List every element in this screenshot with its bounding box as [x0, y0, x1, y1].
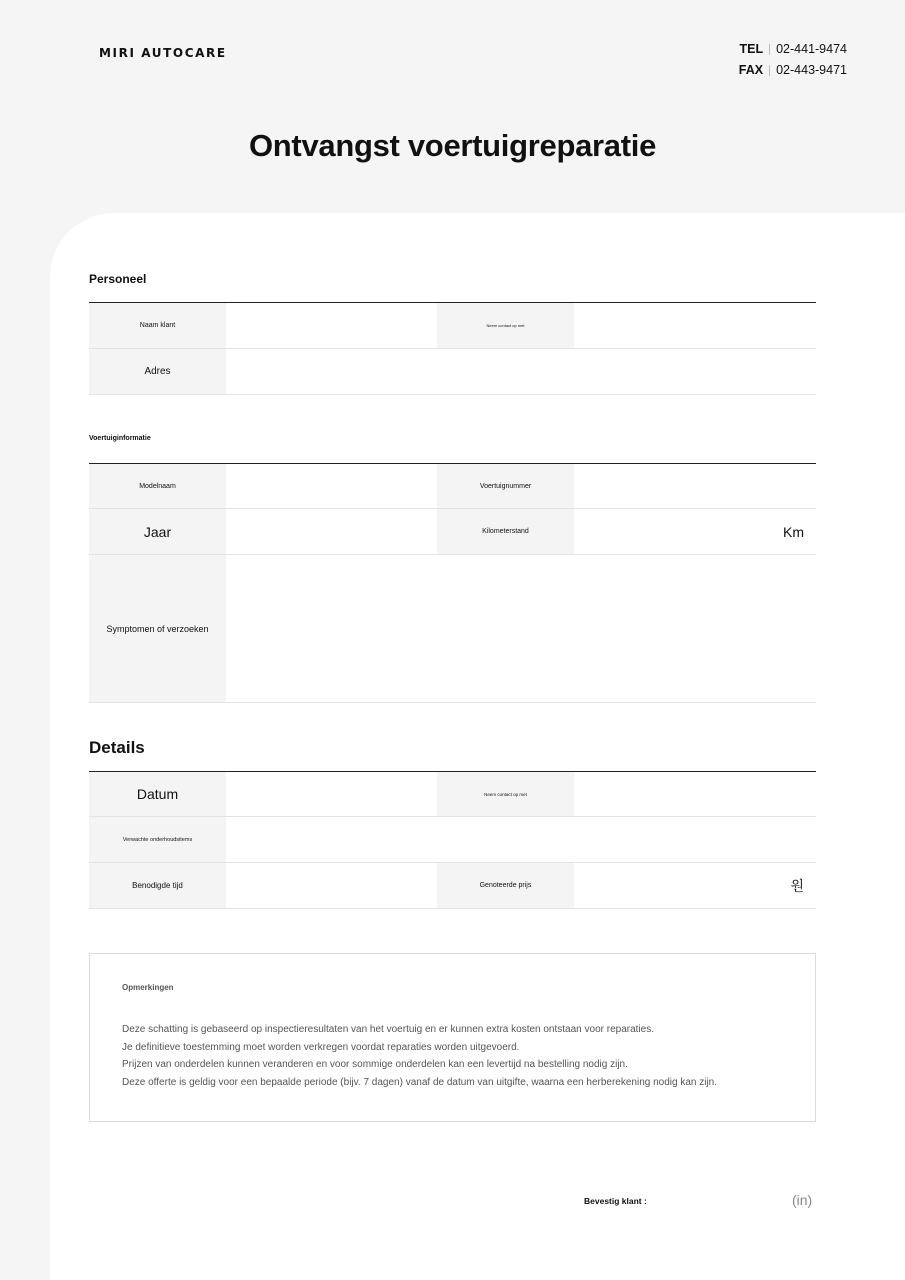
customer-name-label: Naam klant	[89, 303, 226, 348]
contact-field[interactable]	[574, 303, 816, 348]
remark-line: Je definitieve toestemming moet worden verkregen voordat reparaties worden uitgevoerd.	[122, 1041, 520, 1053]
price-label: Genoteerde prijs	[437, 863, 574, 908]
personnel-table	[89, 302, 816, 395]
contact-label: Neem contact op met	[437, 303, 574, 348]
fax-number: 02-443-9471	[776, 63, 847, 77]
remarks-heading: Opmerkingen	[122, 983, 174, 992]
tel-number: 02-441-9474	[776, 42, 847, 56]
mileage-field[interactable]	[574, 509, 816, 554]
price-unit: 원	[790, 877, 804, 894]
confirm-label: Bevestig klant :	[584, 1196, 647, 1206]
remark-line: Deze offerte is geldig voor een bepaalde periode (bijv. 7 dagen) vanaf de datum van uitgifte, waarna een herberekening nodig kan zijn.	[122, 1076, 718, 1088]
address-field[interactable]	[226, 349, 816, 394]
tel-label: TEL	[739, 42, 764, 56]
price-field[interactable]	[574, 863, 816, 908]
company-logo: MIRI AUTOCARE	[99, 46, 227, 60]
date-label: Datum	[89, 772, 226, 816]
symptoms-field[interactable]	[226, 555, 816, 702]
model-label: Modelnaam	[89, 464, 226, 508]
address-label: Adres	[89, 349, 226, 394]
details-table	[89, 771, 816, 909]
table-row	[89, 555, 816, 703]
mileage-label: Kilometerstand	[437, 509, 574, 554]
contact-field[interactable]	[574, 772, 816, 816]
vehicle-heading: Voertuiginformatie	[89, 435, 151, 442]
model-field[interactable]	[226, 464, 437, 508]
table-row	[89, 817, 816, 863]
table-row	[89, 349, 816, 395]
symptoms-label: Symptomen of verzoeken	[89, 555, 226, 702]
contact-info	[739, 39, 847, 81]
fax-label: FAX	[738, 63, 764, 77]
table-row	[89, 303, 816, 349]
vehicle-table	[89, 463, 816, 703]
table-row	[89, 464, 816, 509]
table-row	[89, 509, 816, 555]
mileage-unit: Km	[783, 523, 804, 540]
contact-label: Neem contact op met	[437, 772, 574, 816]
year-label: Jaar	[89, 509, 226, 554]
vehicle-number-field[interactable]	[574, 464, 816, 508]
customer-name-field[interactable]	[226, 303, 437, 348]
remark-line: Deze schatting is gebaseerd op inspectieresultaten van het voertuig en er kunnen extra kosten ontstaan voor reparaties.	[122, 1024, 654, 1035]
page-title: Ontvangst voertuigreparatie	[248, 128, 657, 163]
date-field[interactable]	[226, 772, 437, 816]
table-row	[89, 863, 816, 909]
remark-line: Prijzen van onderdelen kunnen veranderen en voor sommige onderdelen kan een levertijd na bestelling nodig zijn.	[122, 1059, 628, 1071]
maintenance-label: Verwachte onderhoudsitems	[89, 817, 226, 862]
time-field[interactable]	[226, 863, 437, 908]
signature-field[interactable]: (in)	[792, 1192, 813, 1208]
maintenance-field[interactable]	[226, 817, 816, 862]
remarks-text	[122, 1021, 717, 1091]
year-field[interactable]	[226, 509, 437, 554]
personnel-heading: Personeel	[89, 272, 147, 286]
details-heading: Details	[89, 738, 145, 757]
vehicle-number-label: Voertuignummer	[437, 464, 574, 508]
table-row	[89, 772, 816, 817]
time-label: Benodigde tijd	[89, 863, 226, 908]
divider	[769, 44, 770, 55]
remarks-box	[89, 953, 816, 1122]
divider	[769, 65, 770, 76]
